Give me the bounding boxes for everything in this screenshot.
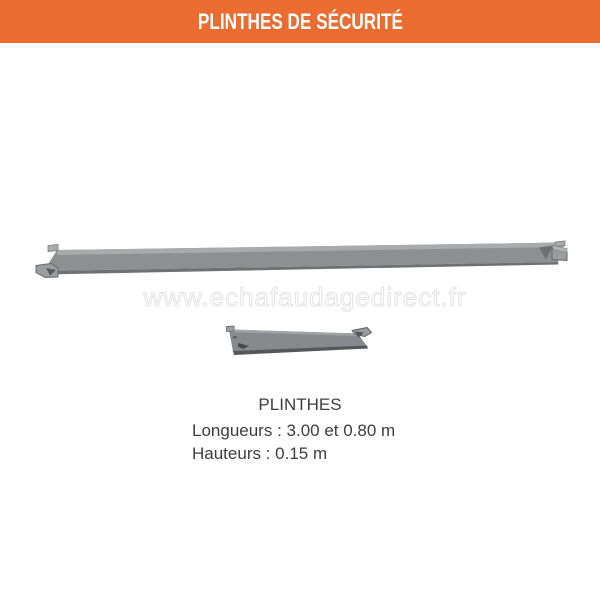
watermark: www.echafaudagedirect.fr [143,282,467,312]
long-plank-right-lip [555,241,565,247]
long-plank-left-hook [36,264,58,278]
short-plank-rivet [233,336,237,339]
short-plank-bottom-edge [233,346,368,356]
short-plank-image [227,326,372,355]
short-plank-face [229,330,367,353]
long-plank-left-lip [48,245,58,252]
short-plank-top-edge [229,330,358,337]
page-title: PLINTHES DE SÉCURITÉ [197,8,403,34]
product-name: PLINTHES [258,395,342,414]
long-plank-bottom-edge [44,262,559,275]
header-banner [0,0,600,43]
long-plank-right-hook [552,249,567,261]
long-plank-top-edge [57,243,564,256]
product-lengths: Longueurs : 3.00 et 0.80 m [192,421,396,440]
product-heights: Hauteurs : 0.15 m [192,444,328,463]
long-plank-image [36,241,567,278]
long-plank-right-hook-cap [553,246,567,253]
long-plank-right-notch [539,246,553,260]
short-plank-right-claw-notch [355,332,364,338]
product-specs [150,395,450,465]
short-plank-left-lip [227,326,235,332]
long-plank-face [44,243,564,272]
short-plank-left-hook [238,343,249,349]
short-plank-right-claw [352,328,372,337]
long-plank-left-hook-notch [46,268,56,276]
